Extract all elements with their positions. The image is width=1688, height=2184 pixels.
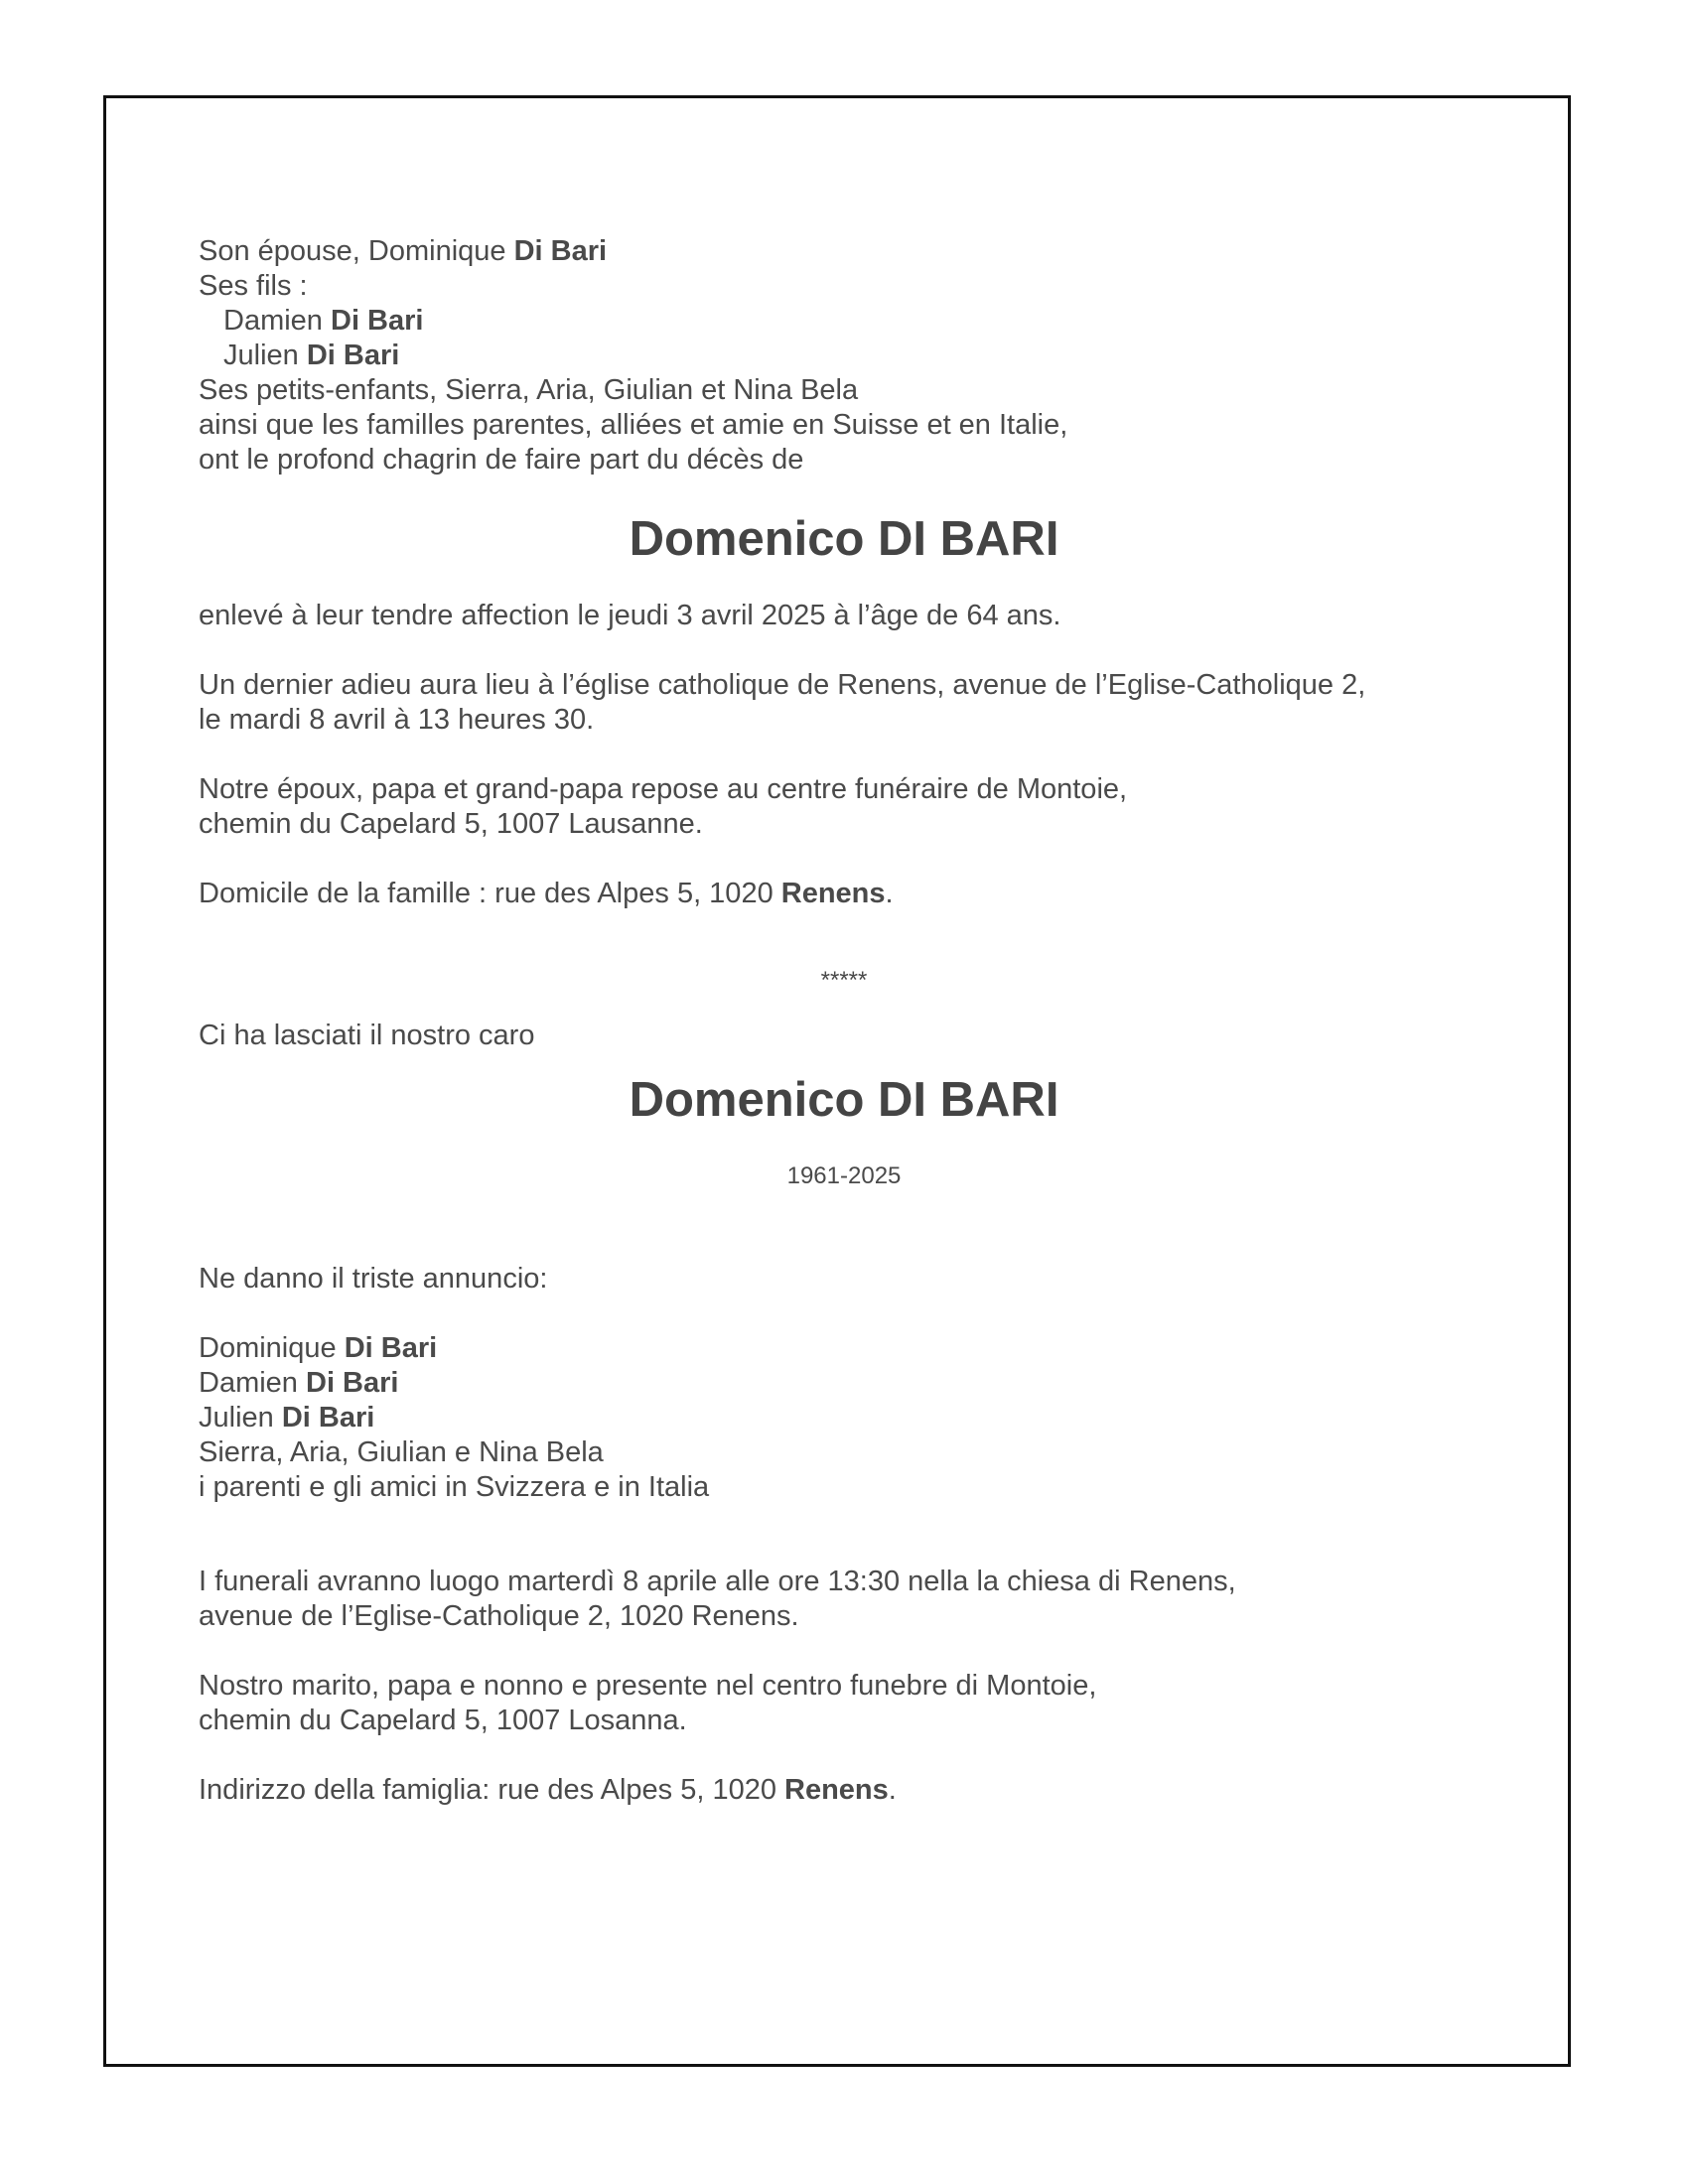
family-address-it-city: Renens xyxy=(784,1774,889,1806)
deceased-name-fr: Domenico DI BARI xyxy=(629,512,1059,566)
son-damien-surname: Di Bari xyxy=(331,305,424,337)
mourner-julien-surname: Di Bari xyxy=(281,1402,375,1433)
husband-line-1: Nostro marito, papa e nonno e presente nel centro funebre di Montoie, xyxy=(199,1670,1097,1702)
funeral-line-2: avenue de l’Eglise-Catholique 2, 1020 Renens. xyxy=(199,1600,799,1632)
son-damien-first: Damien xyxy=(223,305,331,337)
family-address-fr-text: Domicile de la famille : rue des Alpes 5, 1020 xyxy=(199,878,781,909)
mourner-damien-first: Damien xyxy=(199,1367,306,1399)
spouse-line xyxy=(199,234,607,269)
mourner-julien xyxy=(199,1401,374,1435)
son-damien xyxy=(223,304,423,339)
farewell-line-2: le mardi 8 avril à 13 heures 30. xyxy=(199,704,595,736)
mourner-grandchildren: Sierra, Aria, Giulian e Nina Bela xyxy=(199,1436,604,1468)
spouse-text: Son épouse, Dominique xyxy=(199,235,514,267)
families-line: ainsi que les familles parentes, alliées et amie en Suisse et en Italie, xyxy=(199,409,1068,441)
spouse-surname: Di Bari xyxy=(513,235,608,267)
mourner-dominique-surname: Di Bari xyxy=(344,1332,438,1364)
mourner-julien-first: Julien xyxy=(199,1402,282,1433)
family-address-it-period: . xyxy=(888,1774,897,1806)
family-address-it xyxy=(199,1773,897,1808)
grandchildren-line: Ses petits-enfants, Sierra, Aria, Giulian et Nina Bela xyxy=(199,374,859,406)
farewell-line-1: Un dernier adieu aura lieu à l’église catholique de Renens, avenue de l’Eglise-Catholique 2, xyxy=(199,669,1366,701)
family-address-it-text: Indirizzo della famiglia: rue des Alpes 5, 1020 xyxy=(199,1774,785,1806)
rests-line-2: chemin du Capelard 5, 1007 Lausanne. xyxy=(199,808,703,840)
announcement-line: ont le profond chagrin de faire part du décès de xyxy=(199,444,804,476)
intro-it: Ci ha lasciati il nostro caro xyxy=(199,1020,535,1051)
mourner-damien xyxy=(199,1366,398,1401)
death-date-line: enlevé à leur tendre affection le jeudi 3 avril 2025 à l’âge de 64 ans. xyxy=(199,600,1061,631)
mourner-damien-surname: Di Bari xyxy=(306,1367,399,1399)
rests-line-1: Notre époux, papa et grand-papa repose au centre funéraire de Montoie, xyxy=(199,773,1128,805)
son-julien-surname: Di Bari xyxy=(306,340,400,371)
family-address-fr xyxy=(199,877,894,911)
deceased-name-it: Domenico DI BARI xyxy=(629,1073,1059,1127)
mourner-dominique xyxy=(199,1331,437,1366)
son-julien-first: Julien xyxy=(223,340,307,371)
mourner-relatives: i parenti e gli amici in Svizzera e in Italia xyxy=(199,1471,710,1503)
family-address-fr-period: . xyxy=(885,878,894,909)
funeral-line-1: I funerali avranno luogo marterdì 8 aprile alle ore 13:30 nella la chiesa di Renens, xyxy=(199,1566,1236,1597)
section-separator: ***** xyxy=(820,967,868,994)
son-julien xyxy=(223,339,399,373)
family-address-fr-city: Renens xyxy=(780,878,886,909)
announce-heading-it: Ne danno il triste annuncio: xyxy=(199,1263,548,1295)
mourner-dominique-first: Dominique xyxy=(199,1332,345,1364)
husband-line-2: chemin du Capelard 5, 1007 Losanna. xyxy=(199,1705,687,1736)
life-years: 1961-2025 xyxy=(786,1162,902,1189)
sons-heading: Ses fils : xyxy=(199,270,308,302)
